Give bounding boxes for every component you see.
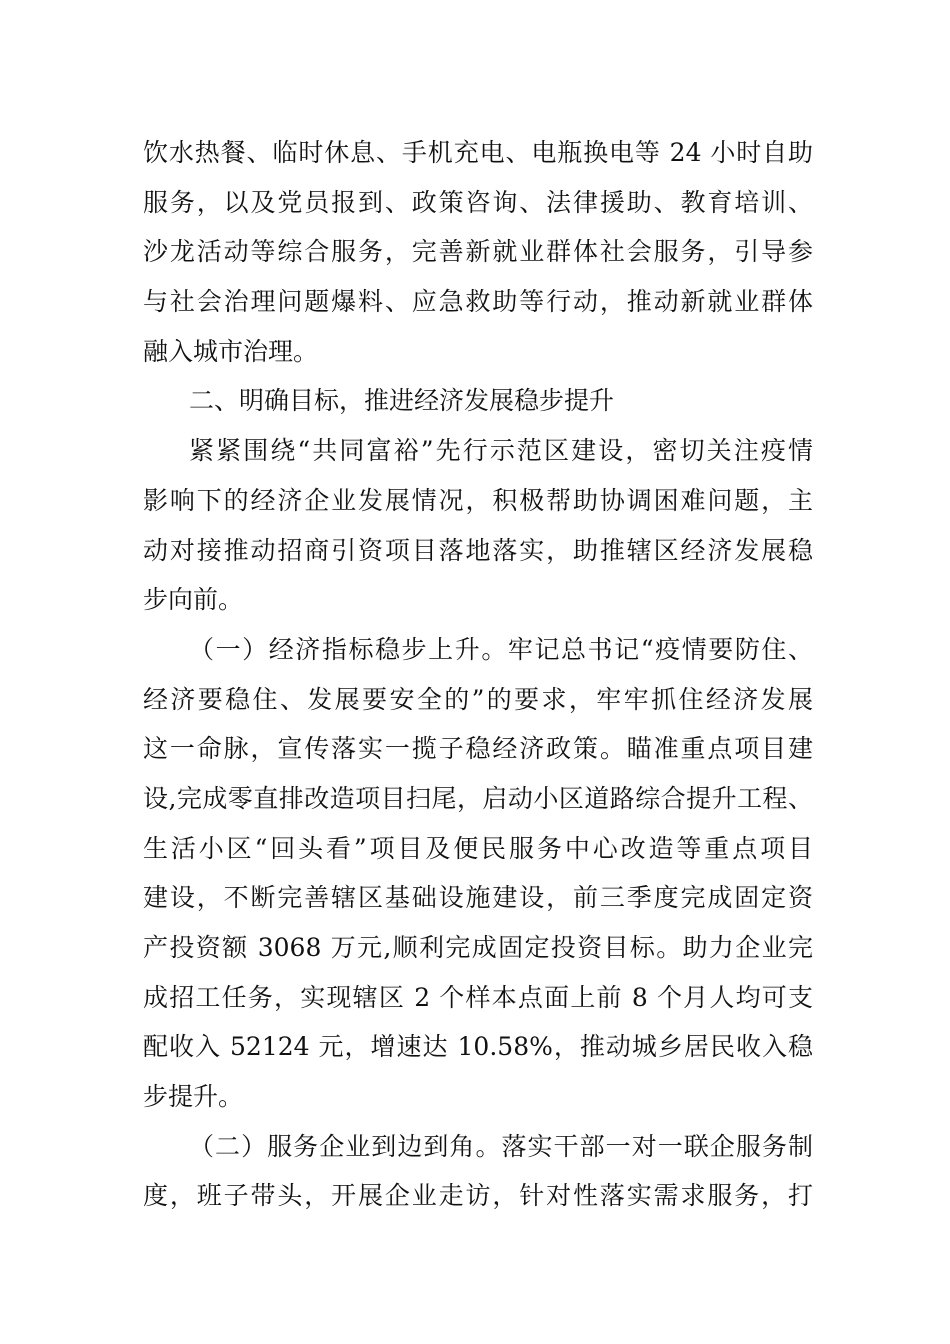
text-line: 饮水热餐、临时休息、手机充电、电瓶换电等 24 小时自助 [143, 138, 813, 167]
text-line: （一）经济指标稳步上升。牢记总书记“疫情要防住、 [189, 634, 813, 664]
text-line: 生活小区“回头看”项目及便民服务中心改造等重点项目 [143, 833, 813, 863]
text-line: 步提升。 [143, 1082, 244, 1112]
text-line: 沙龙活动等综合服务，完善新就业群体社会服务，引导参 [143, 237, 813, 267]
text-line: 度，班子带头，开展企业走访，针对性落实需求服务，打 [143, 1181, 813, 1211]
text-line: 动对接推动招商引资项目落地落实，助推辖区经济发展稳 [143, 535, 813, 565]
text-line: 这一命脉，宣传落实一揽子稳经济政策。瞄准重点项目建 [143, 734, 813, 764]
text-line: （二）服务企业到边到角。落实干部一对一联企服务制 [189, 1131, 813, 1161]
text-line: 产投资额 3068 万元,顺利完成固定投资目标。助力企业完 [143, 933, 813, 962]
body-text [143, 128, 813, 1221]
text-line: 服务，以及党员报到、政策咨询、法律援助、教育培训、 [143, 187, 813, 217]
text-line: 与社会治理问题爆料、应急救助等行动，推动新就业群体 [143, 287, 813, 317]
text-line: 设,完成零直排改造项目扫尾，启动小区道路综合提升工程、 [143, 783, 813, 813]
text-line: 紧紧围绕“共同富裕”先行示范区建设，密切关注疫情 [189, 436, 813, 466]
text-line: 经济要稳住、发展要安全的”的要求，牢牢抓住经济发展 [143, 684, 813, 714]
text-line: 步向前。 [143, 585, 244, 615]
section-heading: 二、明确目标，推进经济发展稳步提升 [189, 386, 615, 416]
text-line: 影响下的经济企业发展情况，积极帮助协调困难问题，主 [143, 485, 813, 515]
text-line: 成招工任务，实现辖区 2 个样本点面上前 8 个月人均可支 [143, 982, 813, 1012]
text-line: 建设，不断完善辖区基础设施建设，前三季度完成固定资 [143, 883, 813, 913]
text-line: 配收入 52124 元，增速达 10.58%，推动城乡居民收入稳 [143, 1032, 813, 1062]
text-line: 融入城市治理。 [143, 336, 319, 366]
